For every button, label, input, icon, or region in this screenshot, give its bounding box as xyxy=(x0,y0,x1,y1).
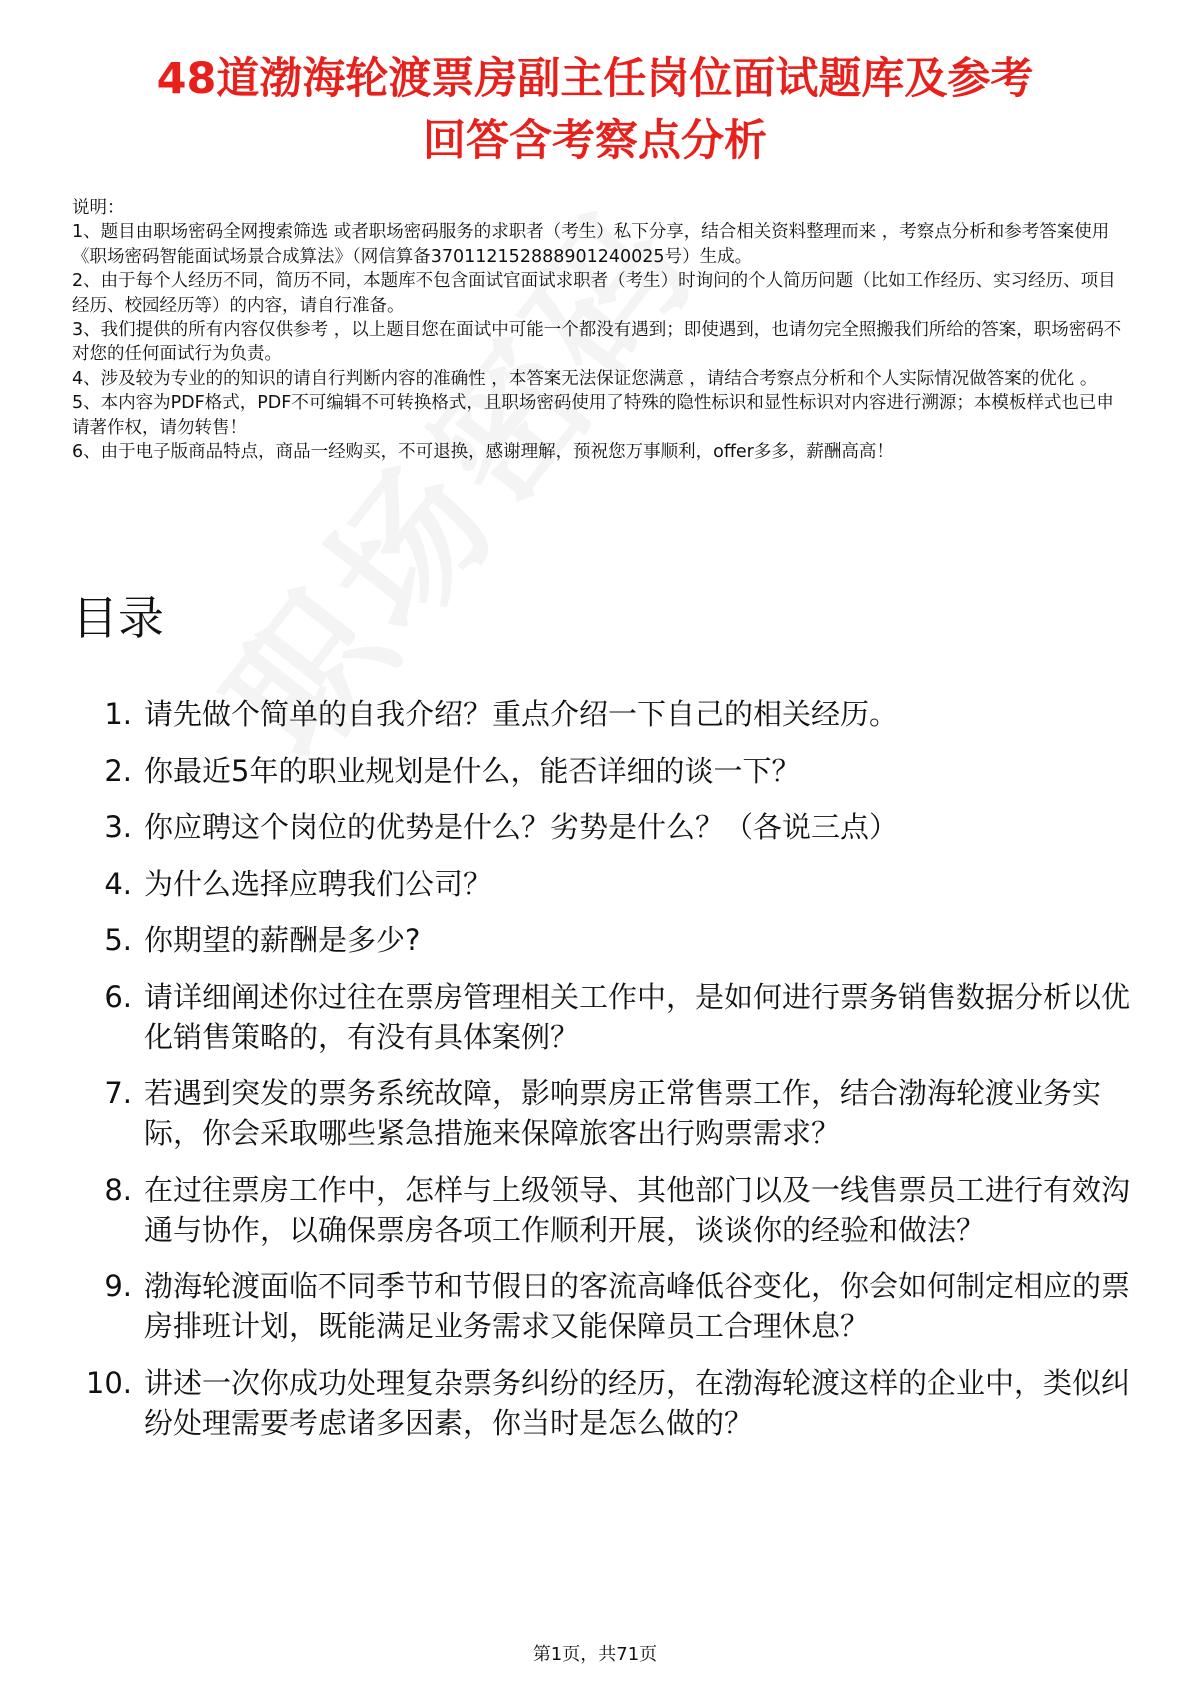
page-title xyxy=(60,48,1130,172)
note-item: 4、涉及较为专业的的知识的请自行判断内容的准确性 ，本答案无法保证您满意 ，请结合考察点分析和个人实际情况做答案的优化 。 xyxy=(72,368,1098,389)
question-item[interactable] xyxy=(72,694,1132,734)
question-item[interactable] xyxy=(72,1170,1132,1250)
question-text: 你最近5年的职业规划是什么，能否详细的谈一下？ xyxy=(144,753,801,788)
note-item: 1、题目由职场密码全网搜索筛选 或者职场密码服务的求职者（考生）私下分享，结合相关资料整理而来 ，考察点分析和参考答案使用《职场密码智能面试场景合成算法》（网信算备370112152888901240025号）生成。 xyxy=(72,222,1110,267)
question-number: 4. xyxy=(104,866,132,901)
page-footer: 第1页，共71页 xyxy=(532,1644,658,1665)
question-text: 若遇到突发的票务系统故障，影响票房正常售票工作，结合渤海轮渡业务实际，你会采取哪些紧急措施来保障旅客出行购票需求？ xyxy=(144,1076,1102,1150)
question-text: 渤海轮渡面临不同季节和节假日的客流高峰低谷变化，你会如何制定相应的票房排班计划，既能满足业务需求又能保障员工合理休息？ xyxy=(144,1269,1131,1343)
question-list xyxy=(72,694,1132,1459)
note-item: 3、我们提供的所有内容仅供参考 ，以上题目您在面试中可能一个都没有遇到；即使遇到，也请勿完全照搬我们所给的答案，职场密码不对您的任何面试行为负责。 xyxy=(72,320,1122,365)
question-number: 1. xyxy=(104,697,132,731)
question-item[interactable] xyxy=(72,807,1132,847)
question-number: 2. xyxy=(104,753,132,788)
note-item: 2、由于每个人经历不同，简历不同，本题库不包含面试官面试求职者（考生）时询问的个人简历问题（比如工作经历、实习经历、项目经历、校园经历等）的内容，请自行准备。 xyxy=(72,271,1116,316)
notes-section xyxy=(72,196,1122,464)
question-item[interactable] xyxy=(72,864,1132,904)
question-item[interactable] xyxy=(72,977,1132,1057)
question-number: 8. xyxy=(104,1172,132,1207)
question-number: 5. xyxy=(104,923,132,957)
question-item[interactable] xyxy=(72,1073,1132,1153)
question-number: 10. xyxy=(85,1365,132,1400)
notes-heading: 说明： xyxy=(72,198,125,218)
question-number: 7. xyxy=(104,1076,132,1110)
question-number: 6. xyxy=(104,979,132,1014)
question-text: 讲述一次你成功处理复杂票务纠纷的经历，在渤海轮渡这样的企业中，类似纠纷处理需要考虑诸多因素，你当时是怎么做的？ xyxy=(144,1365,1131,1440)
note-item: 6、由于电子版商品特点，商品一经购买，不可退换，感谢理解，预祝您万事顺利，offer多多，薪酬高高！ xyxy=(72,442,894,463)
question-text: 请详细阐述你过往在票房管理相关工作中，是如何进行票务销售数据分析以优化销售策略的，有没有具体案例？ xyxy=(144,979,1131,1054)
question-number: 9. xyxy=(104,1269,132,1303)
toc-heading: 目录 xyxy=(72,591,164,645)
question-item[interactable] xyxy=(72,1266,1132,1346)
question-text: 你期望的薪酬是多少? xyxy=(144,923,421,957)
page-title-line-1: 48道渤海轮渡票房副主任岗位面试题库及参考 xyxy=(156,54,1034,104)
question-number: 3. xyxy=(104,810,132,844)
question-item[interactable] xyxy=(72,1363,1132,1443)
question-text: 在过往票房工作中，怎样与上级领导、其他部门以及一线售票员工进行有效沟通与协作，以确保票房各项工作顺利开展，谈谈你的经验和做法？ xyxy=(144,1172,1131,1247)
question-text: 你应聘这个岗位的优势是什么？劣势是什么？（各说三点） xyxy=(144,810,899,844)
question-text: 请先做个简单的自我介绍？重点介绍一下自己的相关经历。 xyxy=(144,697,899,731)
note-item: 5、本内容为PDF格式，PDF不可编辑不可转换格式，且职场密码使用了特殊的隐性标识和显性标识对内容进行溯源；本模板样式也已申请著作权，请勿转售！ xyxy=(72,393,1114,438)
question-item[interactable] xyxy=(72,920,1132,960)
page-title-line-2: 回答含考察点分析 xyxy=(423,116,767,166)
question-text: 为什么选择应聘我们公司？ xyxy=(144,866,493,901)
question-item[interactable] xyxy=(72,751,1132,791)
